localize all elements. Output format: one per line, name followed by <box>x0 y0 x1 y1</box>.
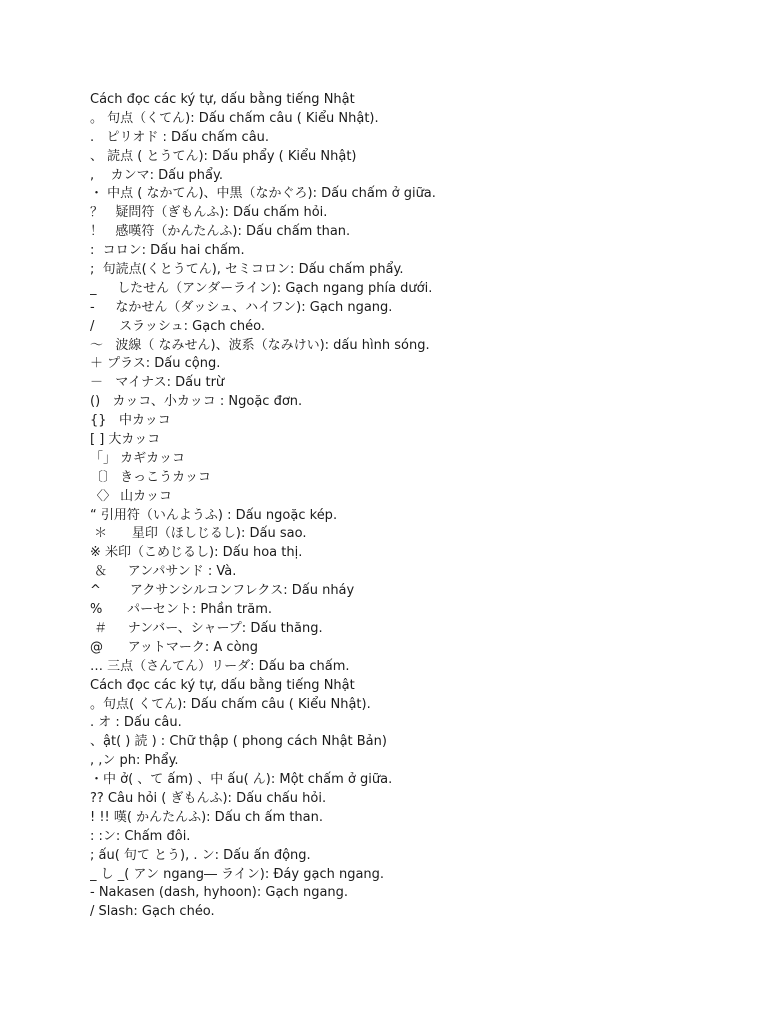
text-line: ! !! 嘆( かんたんふ): Dấu ch ấm than. <box>90 809 323 825</box>
text-line: () カッコ、小カッコ : Ngoặc đơn. <box>90 394 303 410</box>
text-line: ^ アクサンシルコンフレクス: Dấu nháy <box>90 583 355 599</box>
text-line: 。句点( くてん): Dấu chấm câu ( Kiểu Nhật). <box>90 696 371 712</box>
text-line: “ 引用符（いんようふ) : Dấu ngoặc kép. <box>90 507 338 523</box>
text-line: . ピリオド : Dấu chấm câu. <box>90 129 270 145</box>
text-line: @ アットマーク: A còng <box>90 639 259 655</box>
text-line: 、ật( ) 読 ) : Chữ thập ( phong cách Nhật Bản) <box>90 734 387 750</box>
text-line: : コロン: Dấu hai chấm. <box>90 243 245 259</box>
text-line: － マイナス: Dấu trừ <box>90 375 225 391</box>
text-line: ～ 波線（ なみせん)、波系（なみけい): dấu hình sóng. <box>90 337 430 353</box>
text-line: - なかせん（ダッシュ、ハイフン): Gạch ngang. <box>90 299 393 315</box>
text-line: ・ 中点 ( なかてん)、中黒（なかぐろ): Dấu chấm ở giữa. <box>90 186 436 202</box>
text-line: ！ 感嘆符（かんたんふ): Dấu chấm than. <box>90 224 351 240</box>
text-line: [ ] 大カッコ <box>90 432 161 448</box>
text-line: ＃ ナンバー、シャープ: Dấu thăng. <box>90 620 323 636</box>
text-line: ※ 米印（こめじるし): Dấu hoa thị. <box>90 545 303 561</box>
text-line: _ したせん（アンダーライン): Gạch ngang phía dưới. <box>90 280 433 296</box>
text-line: ＊ 星印（ほしじるし): Dấu sao. <box>90 526 307 542</box>
text-line: 〔〕 きっこうカッコ <box>90 469 212 485</box>
text-line: . オ : Dấu câu. <box>90 715 182 731</box>
text-line: ; ấu( 句て とう), . ン: Dấu ấn động. <box>90 847 311 863</box>
text-line: ; 句読点(くとうてん), セミコロン: Dấu chấm phẩy. <box>90 262 404 278</box>
text-line: … 三点（さんてん）リーダ: Dấu ba chấm. <box>90 658 350 674</box>
text-line: , カンマ: Dấu phẩy. <box>90 167 223 183</box>
text-line: ＆ アンパサンド : Và. <box>90 564 237 580</box>
text-line: 。 句点（くてん): Dấu chấm câu ( Kiểu Nhật). <box>90 110 379 126</box>
text-line: / Slash: Gạch chéo. <box>90 904 215 920</box>
text-line: _ し _( アン ngang― ライン): Đáy gạch ngang. <box>90 866 385 882</box>
document-title: Cách đọc các ký tự, dấu bằng tiếng Nhật <box>90 92 355 107</box>
text-line: % パーセント: Phần trăm. <box>90 602 273 618</box>
text-line: ・中 ở( 、て ấm) 、中 ấu( ん): Một chấm ở giữa. <box>90 772 393 788</box>
text-line: {} 中カッコ <box>90 413 171 429</box>
text-line: ?? Câu hỏi ( ぎもんふ): Dấu chấu hỏi. <box>90 790 327 806</box>
text-line: 「」 カギカッコ <box>90 450 186 466</box>
text-line: 〈〉 山カッコ <box>90 488 173 504</box>
text-line: - Nakasen (dash, hyhoon): Gạch ngang. <box>90 885 349 901</box>
text-line: ＋ プラス: Dấu cộng. <box>90 356 221 372</box>
section-title: Cách đọc các ký tự, dấu bằng tiếng Nhật <box>90 677 355 693</box>
text-line: , ,ン ph: Phẩy. <box>90 753 179 769</box>
document-body <box>90 91 730 922</box>
text-line: ？ 疑問符（ぎもんふ): Dấu chấm hỏi. <box>90 205 328 221</box>
text-line: 、 読点 ( とうてん): Dấu phẩy ( Kiểu Nhật) <box>90 148 357 164</box>
text-line: : :ン: Chấm đôi. <box>90 828 191 844</box>
text-line: / スラッシュ: Gạch chéo. <box>90 318 265 334</box>
